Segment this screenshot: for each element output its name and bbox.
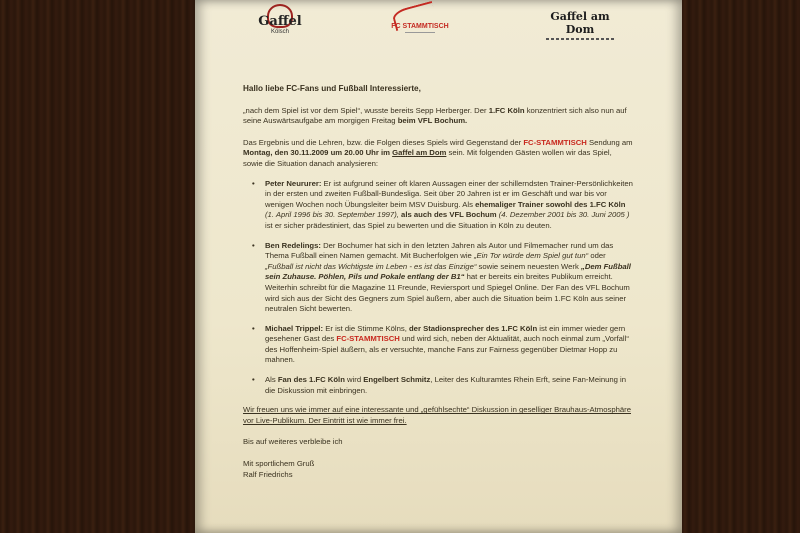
guest-text: Als <box>265 375 278 385</box>
gaffel-logo-subtext: Kölsch <box>270 29 289 35</box>
intro-text-2: konzentriert sich also nun auf seine Auswärtsaufgabe am morgigen Freitag <box>243 105 627 126</box>
guest-emphasis: der Stadionsprecher des 1.FC Köln <box>408 323 538 333</box>
event-text-3: sein. Mit folgenden Gästen wollen wir das Spiel, sowie die Situation danach analysieren: <box>243 148 612 168</box>
farewell: Bis auf weiteres verbleibe ich <box>243 437 343 447</box>
guest-emphasis-2: als auch des VFL Bochum <box>398 210 497 220</box>
guest-text: Der Bochumer hat sich in den letzten Jahren als Autor und Filmemacher rund um das Thema Fußball einen Namen gemacht. Mit Bucherfolgen wie <box>265 240 614 261</box>
signature: Ralf Friedrichs <box>243 469 293 479</box>
intro-opponent: beim VFL Bochum. <box>397 116 468 126</box>
logo-tagline-rule <box>546 38 614 40</box>
event-text: Das Ergebnis und die Lehren, bzw. die Folgen dieses Spiels wird Gegenstand der <box>243 137 524 147</box>
intro-club: 1.FC Köln <box>488 105 525 115</box>
regards: Mit sportlichem Gruß <box>243 459 315 469</box>
guest-item <box>243 375 633 396</box>
book-title-2: „Fußball ist nicht das Wichtigste im Leben - es ist das Einzige“ <box>265 261 477 271</box>
guest-text-2: ist er sicher prädestiniert, das Spiel zu bewerten und die Situation in Köln zu deuten. <box>265 220 552 230</box>
guest-name: Engelbert Schmitz <box>363 375 431 385</box>
gaffel-logo <box>255 2 305 40</box>
event-paragraph <box>243 138 633 170</box>
gaffel-am-dom-logo-text: Gaffel am Dom <box>550 10 610 36</box>
guest-name: Ben Redelings: <box>265 240 321 250</box>
stammtisch-highlight: FC-STAMMTISCH <box>523 137 587 147</box>
guest-text-3: , Leiter des Kulturamtes Rhein Erft, seine Fan-Meinung in die Diskussion mit einbringen. <box>265 375 627 395</box>
intro-text: „nach dem Spiel ist vor dem Spiel“, wusste bereits Sepp Herberger. Der <box>243 105 489 115</box>
guest-emphasis: ehemaliger Trainer sowohl des 1.FC Köln <box>475 199 626 209</box>
bullet-icon: • <box>252 375 255 385</box>
guest-name: Peter Neururer: <box>265 178 322 188</box>
guest-text-2: ist ein immer wieder gern gesehener Gast des <box>265 323 626 344</box>
wooden-door-right <box>682 0 800 533</box>
greeting: Hallo liebe FC-Fans und Fußball Interessierte, <box>243 84 421 93</box>
letter-sheet <box>195 0 682 533</box>
guest-text: Er ist aufgrund seiner oft klaren Aussagen einer der schillerndsten Trainer-Persönlichkeiten in der ersten und zweiten Fußball-Bundesliga. Seit über 20 Jahren ist er im Geschäft und war bis vor wenigen Wochen noch Übungsleiter beim MSV Duisburg. Als <box>265 178 633 209</box>
letter-body <box>243 84 633 480</box>
bullet-icon: • <box>252 178 255 188</box>
guest-text-4: hat er bereits ein breites Publikum erreicht. Weiterhin schreibt für die Magazine 11 Freunde, Reviersport und Spiegel Online. Der Fan des VFL Bochum wird sich aus der Sicht des Gegners zum Spiel äußern, aber auch die Situation beim 1.FC Köln aus seiner neutralen Sicht bewerten. <box>265 272 630 314</box>
bullet-icon: • <box>252 323 255 333</box>
fc-stammtisch-logo <box>385 6 455 40</box>
guest-dates-2: (4. Dezember 2001 bis 30. Juni 2005 ) <box>496 210 630 220</box>
guest-dates: (1. April 1996 bis 30. September 1997), <box>265 210 399 220</box>
guest-text-2: oder <box>588 251 606 261</box>
guest-text-3: und wird sich, neben der Aktualität, auch noch einmal zum „Vorfall“ des Hoffenheim-Spiel äußern, als er versuchte, manche Fans zur Fairness gegenüber Dietmar Hopp zu mahnen. <box>265 334 629 365</box>
wooden-door-left <box>0 0 195 533</box>
guest-item <box>243 179 633 232</box>
guest-text: Er ist die Stimme Kölns, <box>323 323 409 333</box>
book-title: „Ein Tor würde dem Spiel gut tun“ <box>473 251 589 261</box>
guest-item <box>243 324 633 366</box>
guest-name: Michael Trippel: <box>265 323 324 333</box>
guest-text-3: sowie seinem neuesten Werk <box>476 261 581 271</box>
stammtisch-highlight: FC-STAMMTISCH <box>336 334 400 344</box>
logo-header <box>195 0 682 42</box>
guest-item <box>243 241 633 315</box>
event-text-2: Sendung am <box>586 137 633 147</box>
fc-stammtisch-logo-text: FC STAMMTISCH <box>391 23 449 30</box>
gaffel-logo-text: Gaffel <box>258 14 302 29</box>
bullet-icon: • <box>252 240 255 250</box>
guest-text-2: wird <box>344 375 364 385</box>
logo-underline <box>405 32 435 33</box>
gaffel-am-dom-logo <box>540 10 620 38</box>
closing-note: Wir freuen uns wie immer auf eine interessante und „gefühlsechte“ Diskussion in geselliger Brauhaus-Atmosphäre vor Live-Publikum. Der Eintritt ist wie immer frei. <box>243 405 631 425</box>
event-venue: Gaffel am Dom <box>392 148 447 158</box>
intro-paragraph <box>243 106 633 127</box>
guest-emphasis: Fan des 1.FC Köln <box>277 375 345 385</box>
event-date: Montag, den 30.11.2009 um 20.00 Uhr im <box>243 148 393 158</box>
book-title-3: „Dem Fußball sein Zuhause. Pöhlen, Pils und Pokale entlang der B1“ <box>265 261 631 282</box>
